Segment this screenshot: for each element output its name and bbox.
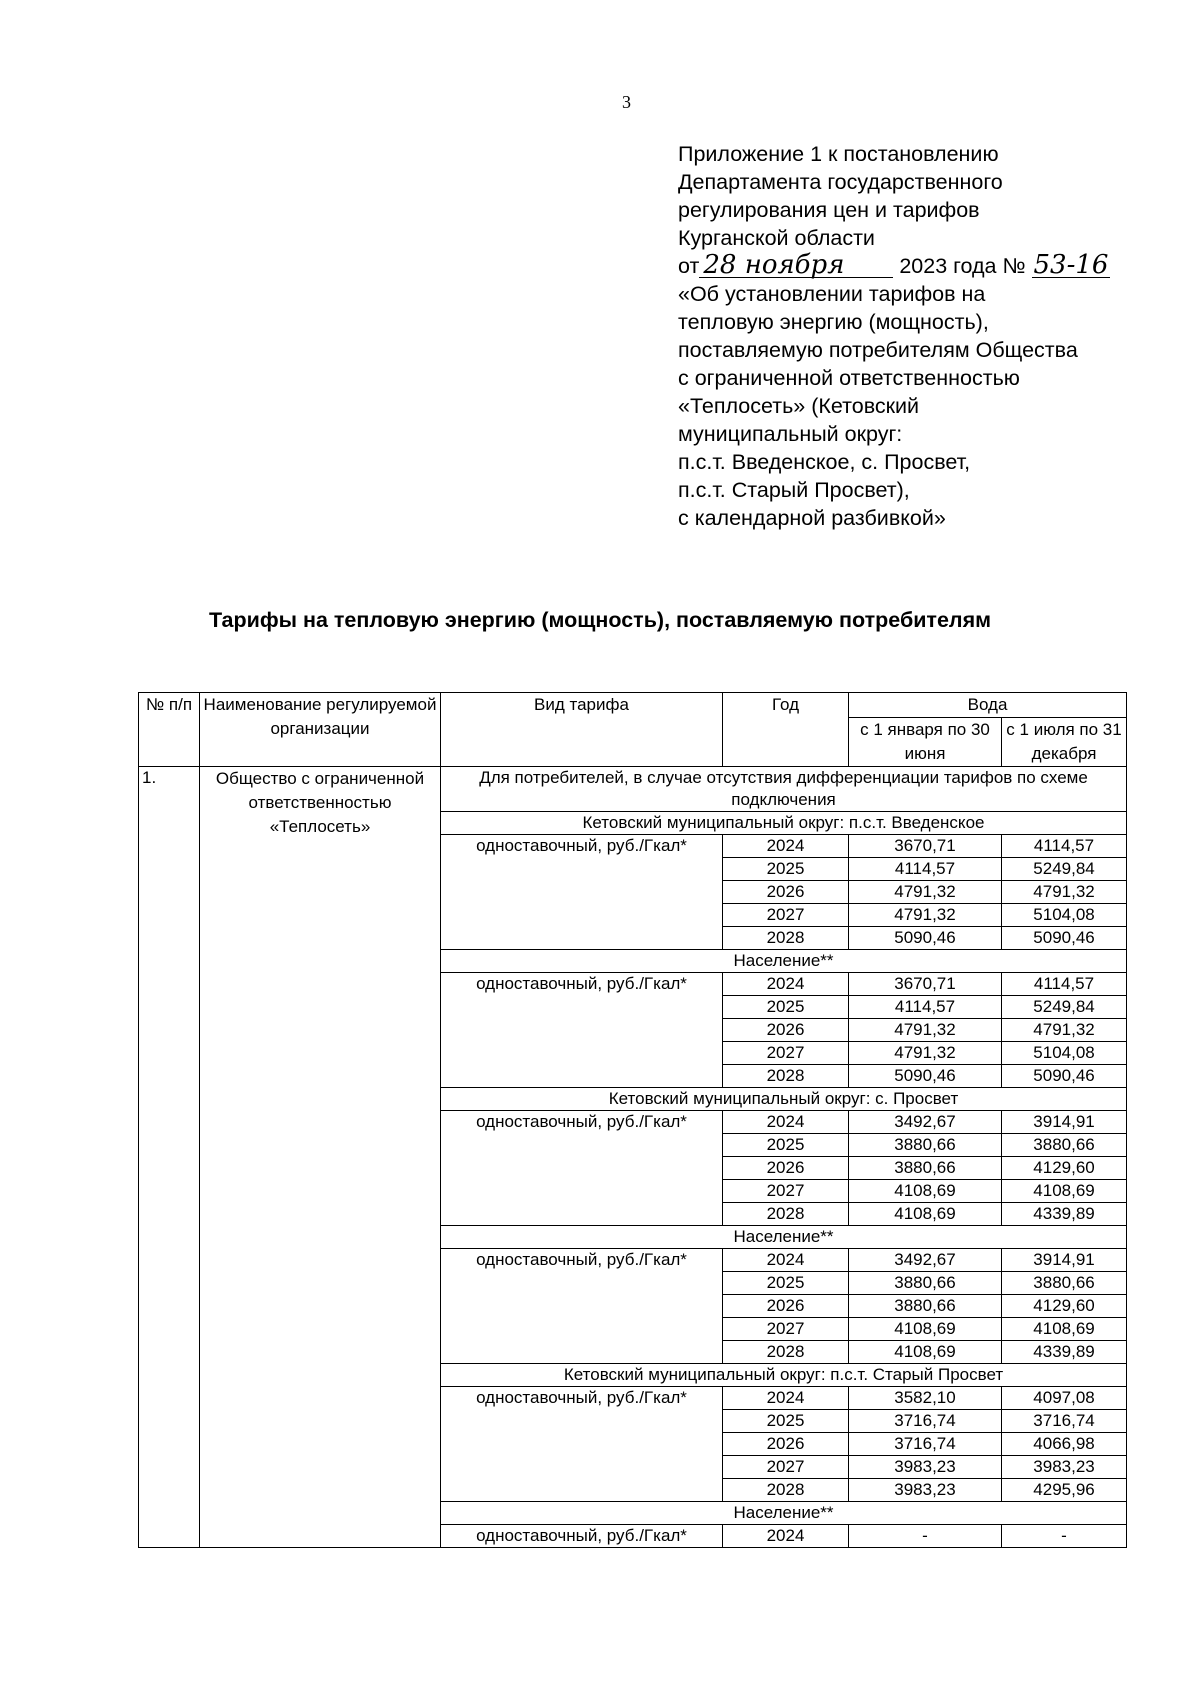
- header-year: Год: [723, 693, 849, 767]
- period2-value: 3983,23: [1002, 1456, 1127, 1479]
- year-cell: 2026: [723, 1295, 849, 1318]
- year-cell: 2028: [723, 1203, 849, 1226]
- period2-value: 5104,08: [1002, 1042, 1127, 1065]
- period2-value: 3880,66: [1002, 1134, 1127, 1157]
- population-label: Население**: [441, 950, 1127, 973]
- period2-value: 4129,60: [1002, 1295, 1127, 1318]
- tariff-type: одноставочный, руб./Гкал*: [441, 1249, 723, 1364]
- period1-value: 4791,32: [849, 1042, 1002, 1065]
- period1-value: 4114,57: [849, 996, 1002, 1019]
- appendix-line: п.с.т. Введенское, с. Просвет,: [678, 450, 971, 474]
- period1-value: -: [849, 1525, 1002, 1548]
- tariff-body: [139, 767, 1127, 1548]
- tariff-type: одноставочный, руб./Гкал*: [441, 835, 723, 950]
- year-cell: 2028: [723, 1479, 849, 1502]
- year-cell: 2024: [723, 1387, 849, 1410]
- period2-value: 4295,96: [1002, 1479, 1127, 1502]
- header-number-text: № п/п: [145, 695, 193, 714]
- year-cell: 2025: [723, 1272, 849, 1295]
- year-cell: 2026: [723, 881, 849, 904]
- year-cell: 2027: [723, 1180, 849, 1203]
- header-period-1: с 1 января по 30 июня: [849, 718, 1002, 767]
- date-prefix: от: [678, 254, 700, 278]
- appendix-block: [678, 140, 1178, 532]
- appendix-line: п.с.т. Старый Просвет),: [678, 478, 910, 502]
- appendix-line: тепловую энергию (мощность),: [678, 310, 989, 334]
- handwritten-date: 28 ноября: [699, 253, 893, 278]
- appendix-date-line: [678, 252, 1178, 280]
- year-cell: 2024: [723, 1111, 849, 1134]
- period1-value: 5090,46: [849, 1065, 1002, 1088]
- organization-name: Общество с ограниченной ответственностью «Теплосеть»: [200, 767, 441, 1548]
- row-number: 1.: [139, 767, 200, 1548]
- section-title: Кетовский муниципальный округ: с. Просвет: [441, 1088, 1127, 1111]
- period1-value: 3983,23: [849, 1479, 1002, 1502]
- period2-value: 5249,84: [1002, 858, 1127, 881]
- year-cell: 2025: [723, 858, 849, 881]
- year-cell: 2024: [723, 1525, 849, 1548]
- period1-value: 3492,67: [849, 1249, 1002, 1272]
- period1-value: 3983,23: [849, 1456, 1002, 1479]
- period1-value: 4108,69: [849, 1341, 1002, 1364]
- appendix-line: муниципальный округ:: [678, 422, 903, 446]
- appendix-line: Приложение 1 к постановлению: [678, 142, 999, 166]
- year-cell: 2026: [723, 1019, 849, 1042]
- tariff-type: одноставочный, руб./Гкал*: [441, 973, 723, 1088]
- year-cell: 2024: [723, 1249, 849, 1272]
- period2-value: 3880,66: [1002, 1272, 1127, 1295]
- period1-value: 3880,66: [849, 1295, 1002, 1318]
- period2-value: 3716,74: [1002, 1410, 1127, 1433]
- year-cell: 2028: [723, 1065, 849, 1088]
- period2-value: 4114,57: [1002, 973, 1127, 996]
- period1-value: 4791,32: [849, 904, 1002, 927]
- population-label: Население**: [441, 1502, 1127, 1525]
- period1-value: 4108,69: [849, 1318, 1002, 1341]
- period1-value: 3492,67: [849, 1111, 1002, 1134]
- period1-value: 4791,32: [849, 881, 1002, 904]
- population-label: Население**: [441, 1226, 1127, 1249]
- period1-value: 3880,66: [849, 1272, 1002, 1295]
- year-cell: 2027: [723, 1042, 849, 1065]
- period2-value: 5104,08: [1002, 904, 1127, 927]
- period1-value: 3670,71: [849, 835, 1002, 858]
- table-row: [139, 767, 1127, 812]
- year-cell: 2025: [723, 996, 849, 1019]
- appendix-line: «Теплосеть» (Кетовский: [678, 394, 920, 418]
- period2-value: 4097,08: [1002, 1387, 1127, 1410]
- period2-value: 4108,69: [1002, 1180, 1127, 1203]
- period1-value: 4108,69: [849, 1203, 1002, 1226]
- year-cell: 2024: [723, 835, 849, 858]
- period1-value: 4108,69: [849, 1180, 1002, 1203]
- section-title: Кетовский муниципальный округ: п.с.т. Старый Просвет: [441, 1364, 1127, 1387]
- year-cell: 2027: [723, 904, 849, 927]
- period2-value: 4791,32: [1002, 881, 1127, 904]
- period1-value: 3880,66: [849, 1157, 1002, 1180]
- year-cell: 2026: [723, 1157, 849, 1180]
- handwritten-number: 53-16: [1033, 250, 1109, 280]
- appendix-line: «Об установлении тарифов на: [678, 282, 986, 306]
- period2-value: 4129,60: [1002, 1157, 1127, 1180]
- year-text: 2023 года №: [899, 254, 1026, 278]
- year-cell: 2025: [723, 1410, 849, 1433]
- header-tariff-type: Вид тарифа: [441, 693, 723, 767]
- period1-value: 4114,57: [849, 858, 1002, 881]
- period2-value: 4339,89: [1002, 1203, 1127, 1226]
- general-note: Для потребителей, в случае отсутствия дифференциации тарифов по схеме подключения: [441, 767, 1127, 812]
- period1-value: 3716,74: [849, 1433, 1002, 1456]
- appendix-line: с ограниченной ответственностью: [678, 366, 1020, 390]
- tariff-type: одноставочный, руб./Гкал*: [441, 1525, 723, 1548]
- period2-value: 4791,32: [1002, 1019, 1127, 1042]
- header-organization: Наименование регулируемой организации: [200, 693, 441, 767]
- period2-value: 3914,91: [1002, 1249, 1127, 1272]
- period2-value: 5090,46: [1002, 1065, 1127, 1088]
- period2-value: -: [1002, 1525, 1127, 1548]
- period2-value: 4108,69: [1002, 1318, 1127, 1341]
- tariff-type: одноставочный, руб./Гкал*: [441, 1387, 723, 1502]
- appendix-line: с календарной разбивкой»: [678, 506, 946, 530]
- appendix-line: поставляемую потребителям Общества: [678, 338, 1078, 362]
- period1-value: 5090,46: [849, 927, 1002, 950]
- appendix-line: регулирования цен и тарифов: [678, 198, 980, 222]
- header-period-2: с 1 июля по 31 декабря: [1002, 718, 1127, 767]
- period2-value: 4114,57: [1002, 835, 1127, 858]
- year-cell: 2027: [723, 1456, 849, 1479]
- page-number: 3: [622, 92, 631, 112]
- period2-value: 4066,98: [1002, 1433, 1127, 1456]
- appendix-line: Департамента государственного: [678, 170, 1003, 194]
- period1-value: 3670,71: [849, 973, 1002, 996]
- year-cell: 2028: [723, 1341, 849, 1364]
- year-cell: 2024: [723, 973, 849, 996]
- period2-value: 5090,46: [1002, 927, 1127, 950]
- period1-value: 4791,32: [849, 1019, 1002, 1042]
- section-title: Кетовский муниципальный округ: п.с.т. Введенское: [441, 812, 1127, 835]
- year-cell: 2027: [723, 1318, 849, 1341]
- appendix-line: Курганской области: [678, 226, 875, 250]
- period2-value: 4339,89: [1002, 1341, 1127, 1364]
- period1-value: 3716,74: [849, 1410, 1002, 1433]
- header-water: Вода: [849, 693, 1127, 718]
- year-cell: 2026: [723, 1433, 849, 1456]
- tariff-table: [138, 692, 1127, 1548]
- period2-value: 3914,91: [1002, 1111, 1127, 1134]
- year-cell: 2025: [723, 1134, 849, 1157]
- header-number: [139, 693, 200, 767]
- period1-value: 3880,66: [849, 1134, 1002, 1157]
- period2-value: 5249,84: [1002, 996, 1127, 1019]
- tariff-type: одноставочный, руб./Гкал*: [441, 1111, 723, 1226]
- document-title: Тарифы на тепловую энергию (мощность), поставляемую потребителям: [208, 608, 992, 632]
- period1-value: 3582,10: [849, 1387, 1002, 1410]
- year-cell: 2028: [723, 927, 849, 950]
